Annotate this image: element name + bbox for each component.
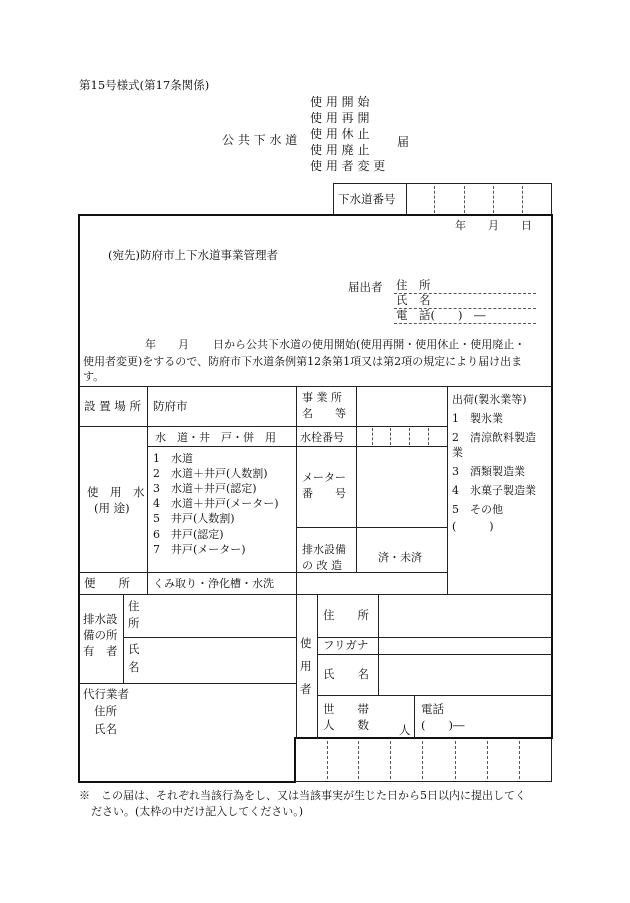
location-value[interactable]: 防府市 [153, 399, 188, 413]
location-label: 設 置 場 所 [84, 399, 141, 413]
owner-name-2: 名 [128, 660, 140, 674]
water-item-7: 7 井戸(メーター) [153, 543, 246, 556]
meter-plug-label: 水栓番号 [300, 431, 344, 444]
shipping-item-other: ( ) [452, 520, 494, 533]
statement-line1: 日から公共下水道の使用開始(使用再開・使用休止・使用廃止・ [213, 338, 526, 351]
agent-label: 代行業者 [83, 687, 129, 701]
user-phone-value[interactable]: ( )― [421, 718, 465, 732]
user-name-label: 氏 名 [323, 667, 369, 681]
user-furigana-label: フリガナ [323, 638, 369, 652]
type-suspend: 使 用 休 止 [310, 127, 370, 141]
business-label-2: 名 等 [302, 407, 346, 420]
type-start: 使 用 開 始 [310, 95, 370, 109]
shipping-item-2: 2 清涼飲料製造 [452, 431, 536, 444]
household-label-2: 人 数 [323, 718, 369, 732]
statement-month: 月 [178, 338, 189, 351]
persons-unit: 人 [399, 723, 411, 737]
water-item-1: 1 水道 [153, 452, 193, 465]
water-use-label-1: 使 用 水 [87, 485, 145, 499]
business-label-1: 事 業 所 [302, 391, 342, 404]
toilet-label: 便 所 [84, 576, 130, 590]
statement-line2: 使用者変更)をするので、防府市下水道条例第12条第1項又は第2項の規定により届け出ま [83, 355, 523, 368]
form-number: 第15号様式(第17条関係) [79, 78, 210, 92]
applicant-label: 届出者 [348, 280, 383, 294]
shipping-title: 出荷(製氷業等) [452, 393, 527, 406]
owner-address-1: 住 [128, 599, 140, 613]
footnote-line1: ※ この届は、それぞれ当該行為をし、又は当該事実が生じた日から5日以内に提出してく [79, 789, 526, 802]
applicant-phone[interactable]: 電 話( ) ― [396, 308, 486, 322]
owner-label-1: 排水設 [83, 612, 118, 626]
household-label-1: 世 帯 [323, 702, 369, 716]
statement-line3: す。 [83, 370, 105, 383]
shipping-item-1: 1 製氷業 [452, 412, 503, 425]
agent-address[interactable]: 住所 [94, 704, 117, 718]
meter-label-1: メーター [302, 471, 346, 484]
footnote-line2: ださい。(太枠の中だけ記入してください。) [91, 805, 304, 818]
toilet-value[interactable]: くみ取り・浄化槽・水洗 [153, 577, 274, 590]
type-restart: 使 用 再 開 [310, 111, 370, 125]
date-month: 月 [488, 219, 499, 232]
applicant-name[interactable]: 氏 名 [396, 293, 431, 307]
water-item-4: 4 水道＋井戸(メーター) [153, 497, 279, 510]
applicant-address[interactable]: 住 所 [396, 278, 431, 292]
water-item-6: 6 井戸(認定) [153, 528, 224, 541]
user-address-label: 住 所 [323, 608, 369, 622]
water-item-2: 2 水道＋井戸(人数割) [153, 467, 268, 480]
owner-name-1: 氏 [128, 642, 140, 656]
meter-label-2: 番 号 [302, 487, 346, 500]
date-day: 日 [521, 219, 532, 232]
owner-address-2: 所 [128, 616, 140, 630]
shipping-item-3: 3 酒類製造業 [452, 465, 525, 478]
type-abolish: 使 用 廃 止 [310, 143, 370, 157]
date-year: 年 [455, 219, 466, 232]
drain-label-2: の 改 造 [302, 559, 342, 572]
water-item-3: 3 水道＋井戸(認定) [153, 482, 257, 495]
sewer-number-label: 下水道番号 [338, 192, 396, 206]
owner-label-3: 有 者 [83, 644, 118, 658]
shipping-item-2b: 業 [452, 446, 463, 459]
drain-value[interactable]: 済・未済 [378, 551, 422, 564]
form-subject: 公 共 下 水 道 [222, 133, 298, 147]
addressee: (宛先)防府市上下水道事業管理者 [108, 248, 278, 262]
drain-label-1: 排水設備 [302, 543, 346, 556]
water-item-5: 5 井戸(人数割) [153, 512, 235, 525]
form-suffix: 届 [397, 135, 410, 149]
water-header: 水 道・井 戸・併 用 [155, 431, 276, 444]
statement-year: 年 [145, 338, 156, 351]
shipping-item-5: 5 その他 [452, 503, 503, 516]
shipping-item-4: 4 氷菓子製造業 [452, 484, 536, 497]
user-phone-label: 電話 [421, 702, 444, 716]
agent-name[interactable]: 氏名 [94, 722, 117, 736]
type-user-change: 使 用 者 変 更 [310, 159, 386, 173]
user-label-3: 者 [300, 682, 312, 696]
user-label-1: 使 [300, 636, 312, 650]
water-use-label-2: (用 途) [94, 501, 130, 515]
owner-label-2: 備の所 [83, 628, 118, 642]
user-label-2: 用 [300, 659, 312, 673]
